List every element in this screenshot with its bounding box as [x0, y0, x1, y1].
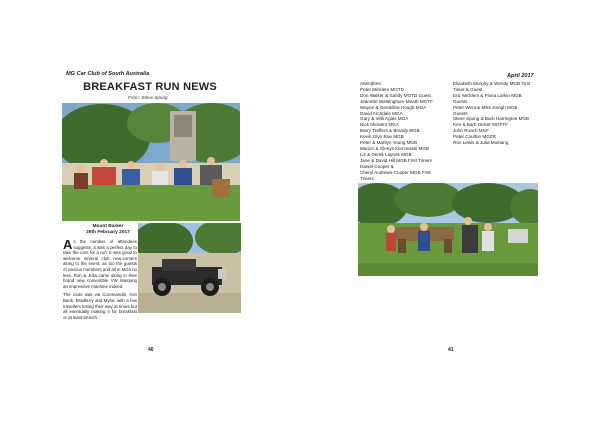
attendee-line: Nick Mickelm MGA: [360, 122, 399, 128]
byline: From: Steve Spong: [128, 95, 168, 100]
attendee-line: Wayne & Geraldine Hough MGA: [360, 104, 427, 110]
attendee-line: Peter Went & Mike Keogh MGB: [453, 104, 518, 110]
attendee-line: Eric Micklem & Fiona Larkin MGB: [453, 92, 522, 98]
attendee-line: Attendees:: [360, 81, 382, 86]
attendee-line: Guests: [453, 98, 468, 104]
drop-cap: A: [63, 237, 73, 252]
attendee-line: Timer & Guest: [453, 86, 483, 92]
attendee-line: Peter Coulton MGZR: [453, 134, 496, 140]
attendees-list-column-1: [360, 81, 444, 181]
page-number-left: 40: [148, 347, 154, 353]
attendee-line: Jane & David Hill MGB First Timers: [360, 157, 432, 163]
breakfast-group-photo: [62, 103, 240, 221]
attendee-line: Guests: [453, 110, 468, 116]
vintage-car-photo: [138, 223, 241, 313]
venue-name: Mount Barker: [92, 224, 124, 229]
attendee-line: Jeanette Watsinghum-Meath MGTF: [360, 98, 433, 104]
park-picnic-photo: [358, 183, 538, 276]
venue-heading: [82, 224, 134, 237]
attendee-line: Timers: [360, 175, 374, 181]
attendee-line: Ron Lewis & Julia Mustang: [453, 140, 509, 146]
issue-date: April 2017: [507, 73, 534, 79]
attendee-line: Kevin Glyn Roe MGB: [360, 134, 404, 140]
attendee-line: John Roach MGF: [453, 128, 489, 134]
attendee-line: Peter Micklem MGTD: [360, 86, 404, 92]
article-title: BREAKFAST RUN NEWS: [83, 81, 217, 93]
attendee-line: Cheryl Andrews-Cooper MGB First: [360, 169, 431, 175]
attendee-line: Elizabeth Murphy & Wendy MGB First: [453, 81, 531, 86]
attendee-line: Daniel Cooper &: [360, 163, 394, 169]
attendee-line: Don Walker & Sandy MGTD Guest: [360, 92, 431, 98]
attendees-list-column-2: [453, 81, 548, 146]
article-body: [63, 239, 137, 323]
attendee-line: Ken & Barb Dicker MGFTF: [453, 122, 508, 128]
body-paragraph-2: The route was via Coromandel, Iron Bank, Bradbury and Mylor, with a few travellers losing their way at times but all eventually making it for breakfast or at least brunch.: [63, 292, 137, 320]
attendee-line: Steve Spong & Barb Harrington MGB: [453, 116, 530, 122]
club-name: MG Car Club of South Australia: [66, 71, 150, 77]
attendee-line: Liz & Derek Laynes MGB: [360, 151, 412, 157]
body-paragraph-1-text: s the number of attendees suggests, it was a perfect day to take the cars for a run. It was good to welcome several club new-comers along to the event, as too the guests of various members and all in MGs no less. Ron & Julia came along in their brand new convertible VW Mustang an impressive machine indeed.: [63, 239, 137, 289]
attendee-line: David Archdale MGA: [360, 110, 403, 116]
body-paragraph-1: [63, 239, 137, 289]
attendee-line: Barry Treffers & Brandy MGB: [360, 128, 420, 134]
attendee-line: Gary & Velli Agais MGA: [360, 116, 409, 122]
event-date: 26th February 2017: [86, 230, 130, 236]
attendee-line: Peter & Marilyn Young MGB: [360, 140, 418, 146]
page-number-right: 41: [448, 347, 454, 353]
attendee-line: Marion & Glenys Kierzewski MGB: [360, 145, 429, 151]
